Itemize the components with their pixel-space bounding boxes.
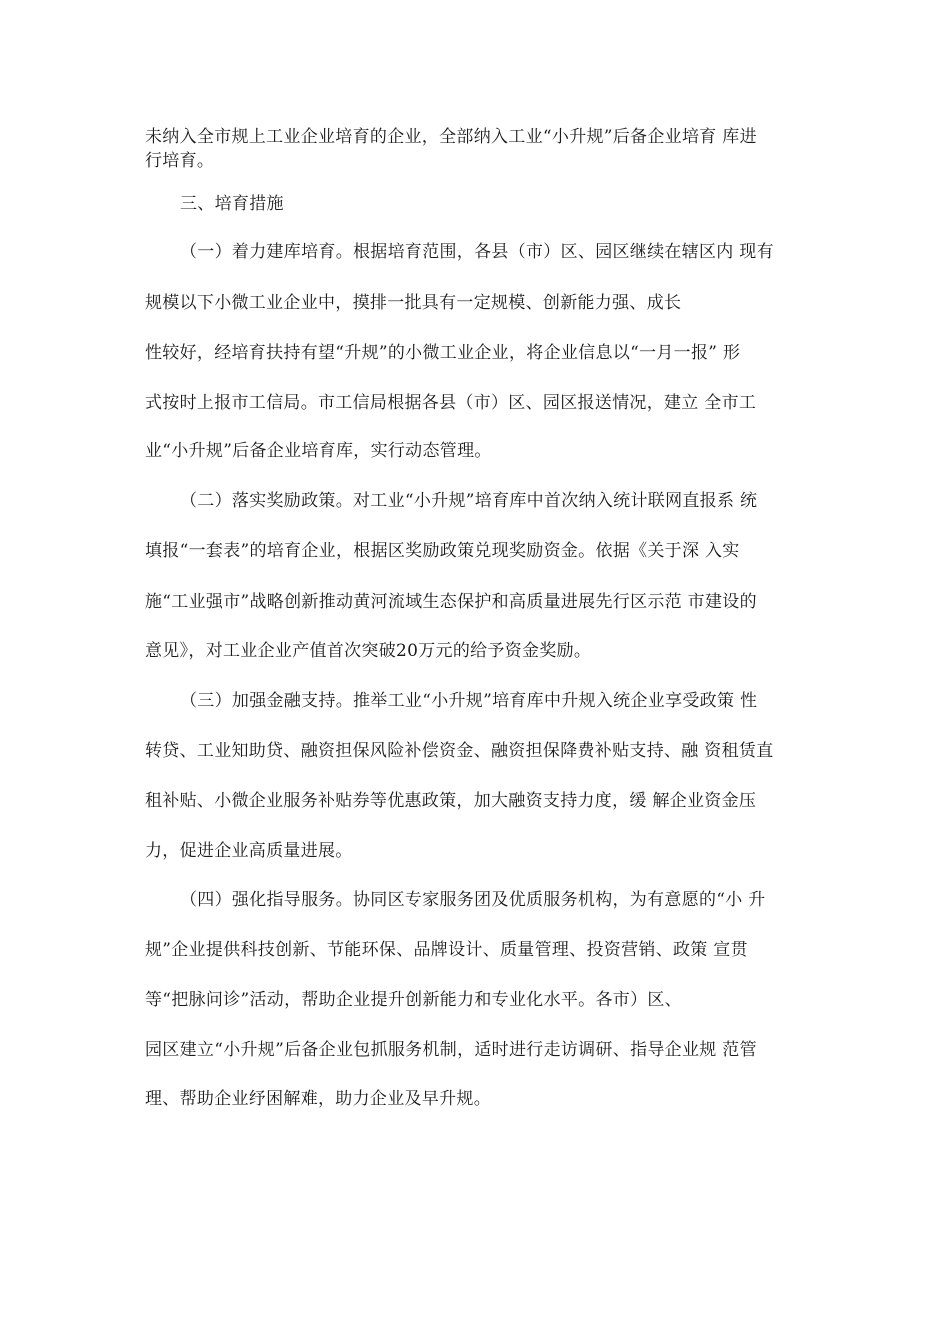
- text-line: （三）加强金融支持。推举工业“小升规”培育库中升规入统企业享受政策 性: [180, 691, 758, 711]
- text-line: 施“工业强市”战略创新推动黄河流域生态保护和高质量进展先行区示范 市建设的: [145, 592, 757, 612]
- text-line: 等“把脉问诊”活动，帮助企业提升创新能力和专业化水平。各市）区、: [145, 990, 682, 1010]
- text-line: 填报“一套表”的培育企业，根据区奖励政策兑现奖励资金。依据《关于深 入实: [145, 541, 740, 561]
- text-line: 式按时上报市工信局。市工信局根据各县（市）区、园区报送情况，建立 全市工: [145, 393, 757, 413]
- section-heading: 三、培育措施: [180, 194, 284, 214]
- text-line: 规模以下小微工业企业中，摸排一批具有一定规模、创新能力强、成长: [145, 293, 682, 313]
- text-line: （二）落实奖励政策。对工业“小升规”培育库中首次纳入统计联网直报系 统: [180, 491, 758, 511]
- text-line: （四）强化指导服务。协同区专家服务团及优质服务机构，为有意愿的“小 升: [180, 890, 766, 910]
- text-line: 理、帮助企业纾困解难，助力企业及早升规。: [145, 1089, 491, 1109]
- text-line: 转贷、工业知助贷、融资担保风险补偿资金、融资担保降费补贴支持、融 资租赁直: [145, 741, 774, 761]
- text-line: 性较好，经培育扶持有望“升规”的小微工业企业，将企业信息以“一月一报” 形: [145, 343, 741, 363]
- text-line: 租补贴、小微企业服务补贴券等优惠政策，加大融资支持力度，缓 解企业资金压: [145, 791, 757, 811]
- text-line: 未纳入全市规上工业企业培育的企业，全部纳入工业“小升规”后备企业培育 库进: [145, 127, 757, 147]
- text-line: （一）着力建库培育。根据培育范围，各县（市）区、园区继续在辖区内 现有: [180, 242, 774, 262]
- text-line: 行培育。: [145, 151, 215, 171]
- text-line: 园区建立“小升规”后备企业包抓服务机制，适时进行走访调研、指导企业规 范管: [145, 1040, 757, 1060]
- text-line: 规”企业提供科技创新、节能环保、品牌设计、质量管理、投资营销、政策 宣贯: [145, 940, 748, 960]
- text-line: 力，促进企业高质量进展。: [145, 841, 353, 861]
- text-line: 意见》，对工业企业产值首次突破20万元的给予资金奖励。: [145, 641, 592, 661]
- text-line: 业“小升规”后备企业培育库，实行动态管理。: [145, 441, 492, 461]
